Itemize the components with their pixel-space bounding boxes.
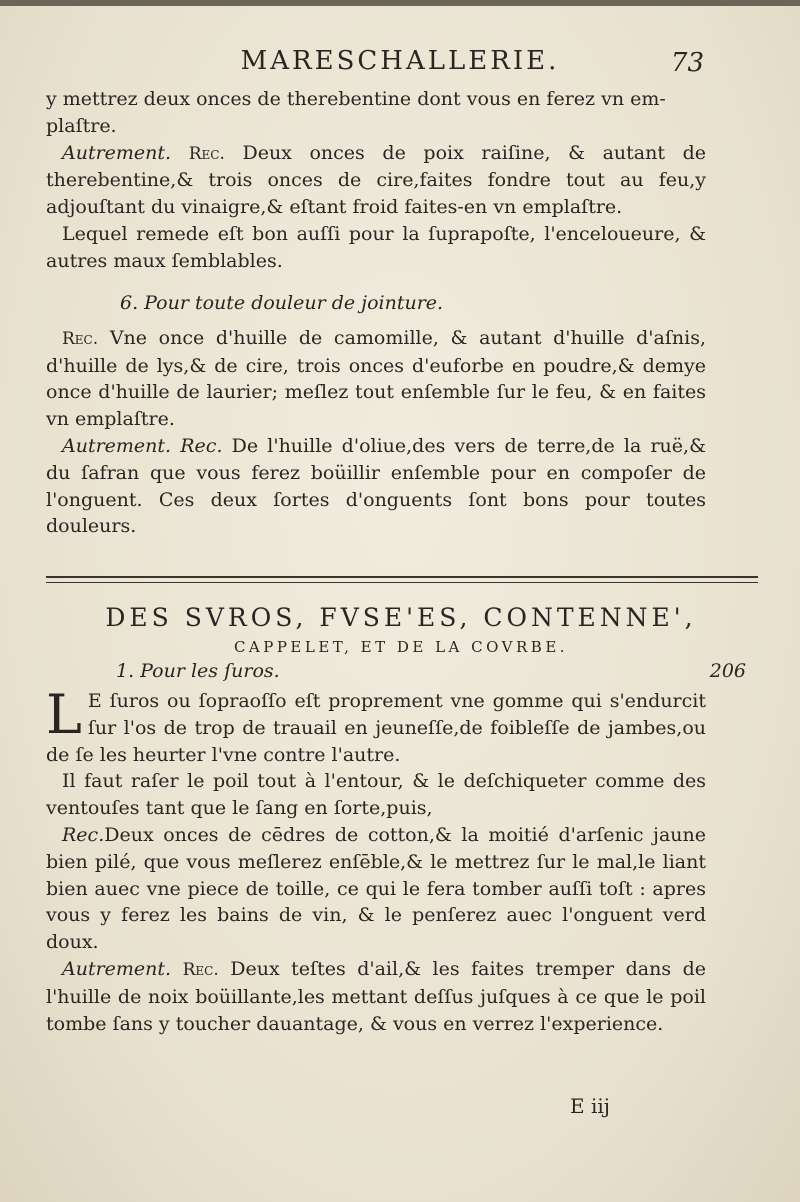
suros-paragraph-2: Il faut raſer le poil tout à l'entour, & le deſchiqueter comme des ventouſes tant que le ſang en ſorte,puis, xyxy=(46,770,706,820)
suros-paragraph-1: L E ſuros ou ſopraoſſo eſt proprement vne gomme qui s'endurcit ſur l'os de trop de trauail en jeuneſſe,de foibleſſe de jambes,ou de ſe les heurter l'vne contre l'autre. xyxy=(46,683,706,766)
page-number: 73 xyxy=(670,48,704,78)
chapter xyxy=(46,600,756,1037)
section-6-heading: 6. Pour toute douleur de jointure. xyxy=(120,292,444,314)
rec-label: Rec. xyxy=(62,823,105,846)
subsection-heading xyxy=(46,658,756,688)
rec-label: Rec. xyxy=(182,959,219,980)
section-divider xyxy=(46,576,758,583)
drop-cap: L xyxy=(46,683,82,746)
marginal-number: 206 xyxy=(709,660,746,682)
chapter-subtitle: CAPPELET, ET DE LA COVRBE. xyxy=(233,638,569,656)
section-6 xyxy=(46,290,706,540)
running-head: MARESCHALLERIE. xyxy=(240,46,560,76)
page-header xyxy=(0,46,800,86)
rec-label: Rec. xyxy=(62,328,99,349)
section-6-rec: Rec. Vne once d'huille de camomille, & autant d'huille d'aſnis, d'huille de lys,& de cire, trois onces d'euforbe en poudre,& demye once d'huille de laurier; meſlez tout enſemble ſur le feu, & en faites vn emplaſtre. xyxy=(46,326,706,431)
autrement-label: Autrement. xyxy=(62,434,172,457)
lequel-paragraph: Lequel remede eſt bon auſſi pour la ſuprapoſte, l'enceloueure, & autres maux ſemblables. xyxy=(46,222,706,272)
suros-paragraph-4: Autrement. Rec. Deux teſtes d'ail,& les faites tremper dans de l'huille de noix boüillante,les mettant deſſus juſques à ce que le poil tombe ſans y toucher dauantage, & vous en verrez l'experience. xyxy=(46,957,706,1035)
signature-mark: E iij xyxy=(570,1094,610,1118)
autrement-label: Autrement. xyxy=(62,957,172,980)
top-section xyxy=(46,86,706,275)
section-6-autrement: Autrement. Rec. De l'huille d'oliue,des vers de terre,de la ruë,& du ſafran que vous ferez boüillir enſemble pour en compoſer de l'onguent. Ces deux ſortes d'onguents ſont bons pour toutes douleurs. xyxy=(46,434,706,538)
autrement-label: Autrement. xyxy=(62,141,172,164)
suros-paragraph-3: Rec.Deux onces de cēdres de cotton,& la moitié d'arſenic jaune bien pilé, que vous meſlerez enſēble,& le mettrez ſur le mal,le liant bien auec vne piece de toille, ce qui le fera tomber auſſi toſt : apres vous y ferez les bains de vin, & le penſerez auec l'onguent verd doux. xyxy=(46,823,706,954)
rec-label: Rec. xyxy=(180,434,223,457)
continuation-line-2: plaſtre. xyxy=(46,114,117,137)
autrement-paragraph: Autrement. Rec. Deux onces de poix raiſine, & autant de therebentine,& trois onces de cire,faites fondre tout au feu,y adjouſtant du vinaigre,& eſtant froid faites-en vn emplaſtre. xyxy=(46,141,707,219)
rec-label: Rec. xyxy=(188,143,225,164)
chapter-title: DES SVROS, FVSE'ES, CONTENNE', xyxy=(105,603,697,632)
subsection-title: 1. Pour les ſuros. xyxy=(116,660,280,682)
continuation-line: y mettrez deux onces de therebentine dont vous en ferez vn em- xyxy=(46,88,666,110)
